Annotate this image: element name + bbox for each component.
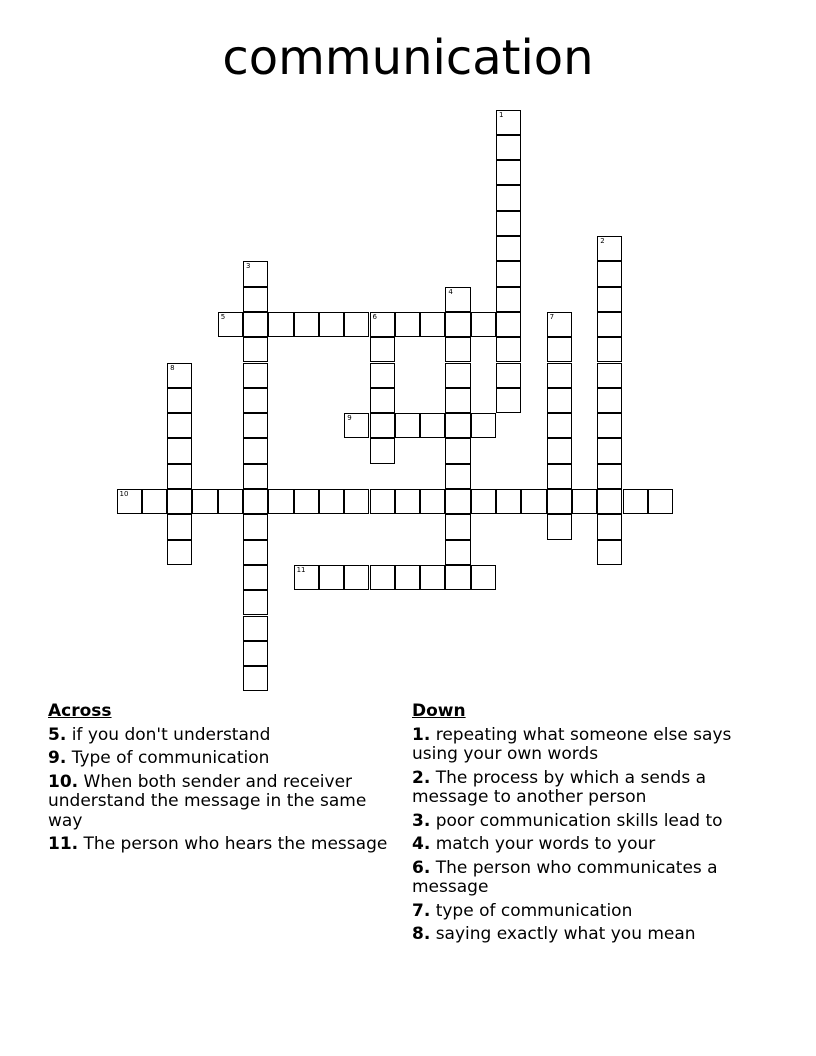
grid-cell[interactable] [445,514,470,539]
clue-number: 10. [48,771,79,792]
grid-cell[interactable] [445,337,470,362]
cell-number: 11 [296,565,306,574]
clue-number: 9. [48,748,67,768]
cell-number: 1 [499,110,504,119]
grid-cell[interactable] [167,363,192,388]
grid-cell[interactable] [142,489,167,514]
grid-cell[interactable] [496,110,521,135]
grid-cell[interactable] [268,489,293,514]
grid-cell[interactable] [496,185,521,210]
grid-cell[interactable] [496,287,521,312]
grid-cell[interactable] [294,312,319,337]
grid-cell[interactable] [395,413,420,438]
grid-cell[interactable] [597,413,622,438]
cell-number: 8 [170,363,175,372]
grid-cell[interactable] [395,312,420,337]
grid-cell[interactable] [167,540,192,565]
grid-cell[interactable] [572,489,597,514]
grid-cell[interactable] [218,489,243,514]
clue-text: The person who hears the message [83,834,388,854]
grid-cell[interactable] [243,489,268,514]
grid-cell[interactable] [294,565,319,590]
clue-text: repeating what someone else says using your own words [412,724,732,764]
grid-cell[interactable] [268,312,293,337]
across-clue-11 [48,835,398,855]
grid-cell[interactable] [445,287,470,312]
down-clue-4 [412,835,752,855]
cell-number: 10 [119,490,129,498]
down-clue-2 [412,769,752,808]
grid-cell[interactable] [496,236,521,261]
grid-cell[interactable] [547,363,572,388]
down-clue-6 [412,859,752,898]
clue-text: match your words to your [435,834,656,854]
grid-cell[interactable] [167,464,192,489]
clue-number: 5. [48,724,67,745]
clue-text: saying exactly what you mean [435,924,696,944]
clue-number: 7. [412,900,431,921]
grid-cell[interactable] [445,363,470,388]
grid-cell[interactable] [243,666,268,691]
clue-number: 3. [412,810,431,831]
cell-number: 2 [600,237,605,245]
clue-text: poor communication skills lead to [435,810,723,831]
grid-cell[interactable] [496,211,521,236]
grid-cell[interactable] [243,388,268,413]
grid-cell[interactable] [395,565,420,590]
grid-cell[interactable] [319,312,344,337]
grid-cell[interactable] [597,464,622,489]
grid-cell[interactable] [319,565,344,590]
page-title: communication [222,30,594,86]
grid-cell[interactable] [243,641,268,666]
grid-cell[interactable] [243,363,268,388]
cell-number: 4 [448,287,453,296]
grid-cell[interactable] [597,514,622,539]
down-clue-3 [412,812,752,832]
grid-cell[interactable] [243,312,268,337]
clue-text: type of communication [435,900,633,921]
clue-text: if you don't understand [71,724,271,745]
grid-cell[interactable] [496,160,521,185]
grid-cell[interactable] [370,388,395,413]
grid-cell[interactable] [547,337,572,362]
grid-cell[interactable] [445,312,470,337]
clue-text: The person who communicates a message [412,857,718,897]
cell-number: 9 [347,414,352,423]
grid-cell[interactable] [370,413,395,438]
down-clue-7 [412,902,752,922]
grid-cell[interactable] [344,565,369,590]
clue-text: The process by which a sends a message to another person [412,767,707,807]
grid-cell[interactable] [370,363,395,388]
down-clue-1 [412,726,752,765]
grid-cell[interactable] [496,489,521,514]
grid-cell[interactable] [243,464,268,489]
grid-cell[interactable] [370,438,395,463]
clue-number: 1. [412,724,431,745]
grid-cell[interactable] [243,565,268,590]
grid-cell[interactable] [117,489,142,514]
grid-cell[interactable] [597,337,622,362]
grid-cell[interactable] [496,261,521,286]
grid-cell[interactable] [547,312,572,337]
grid-cell[interactable] [420,565,445,590]
grid-cell[interactable] [547,438,572,463]
grid-cell[interactable] [243,616,268,641]
grid-cell[interactable] [445,540,470,565]
across-clue-10 [48,773,398,832]
clue-text: Type of communication [71,748,270,768]
across-clues [48,702,398,859]
grid-cell[interactable] [344,312,369,337]
grid-cell[interactable] [370,337,395,362]
cell-number: 7 [549,312,555,321]
grid-cell[interactable] [496,135,521,160]
grid-cell[interactable] [597,236,622,261]
grid-cell[interactable] [597,388,622,413]
grid-cell[interactable] [167,514,192,539]
grid-cell[interactable] [521,489,546,514]
grid-cell[interactable] [167,489,192,514]
grid-cell[interactable] [167,388,192,413]
grid-cell[interactable] [445,565,470,590]
grid-cell[interactable] [471,312,496,337]
grid-cell[interactable] [370,565,395,590]
cell-number: 3 [246,262,251,271]
clue-text: When both sender and receiver understand the message in the same way [48,771,367,831]
down-clue-8 [412,925,752,945]
grid-cell[interactable] [547,464,572,489]
grid-cell[interactable] [496,363,521,388]
grid-cell[interactable] [471,565,496,590]
grid-cell[interactable] [547,489,572,514]
grid-cell[interactable] [243,590,268,615]
grid-cell[interactable] [294,489,319,514]
grid-cell[interactable] [319,489,344,514]
grid-cell[interactable] [445,438,470,463]
grid-cell[interactable] [243,438,268,463]
grid-cell[interactable] [445,464,470,489]
grid-cell[interactable] [243,261,268,286]
clue-number: 4. [412,834,431,854]
grid-cell[interactable] [445,388,470,413]
across-clue-9 [48,749,398,769]
grid-cell[interactable] [243,337,268,362]
grid-cell[interactable] [496,388,521,413]
grid-cell[interactable] [445,413,470,438]
cell-number: 5 [220,312,226,321]
grid-cell[interactable] [243,413,268,438]
grid-cell[interactable] [597,363,622,388]
grid-cell[interactable] [218,312,243,337]
clue-number: 6. [412,857,431,878]
across-heading: Across [48,701,112,721]
grid-cell[interactable] [420,489,445,514]
grid-cell[interactable] [597,287,622,312]
grid-cell[interactable] [547,514,572,539]
cell-number: 6 [372,312,377,321]
grid-cell[interactable] [597,438,622,463]
grid-cell[interactable] [243,514,268,539]
grid-cell[interactable] [471,413,496,438]
grid-cell[interactable] [370,489,395,514]
clue-number: 2. [412,767,431,788]
grid-cell[interactable] [648,489,673,514]
grid-cell[interactable] [597,261,622,286]
grid-cell[interactable] [370,312,395,337]
grid-cell[interactable] [243,287,268,312]
grid-cell[interactable] [496,312,521,337]
grid-cell[interactable] [344,489,369,514]
grid-cell[interactable] [496,337,521,362]
grid-cell[interactable] [471,489,496,514]
clue-number: 8. [412,924,431,944]
grid-cell[interactable] [597,312,622,337]
grid-cell[interactable] [597,489,622,514]
grid-cell[interactable] [547,413,572,438]
grid-cell[interactable] [167,438,192,463]
grid-cell[interactable] [623,489,648,514]
grid-cell[interactable] [547,388,572,413]
grid-cell[interactable] [420,413,445,438]
grid-cell[interactable] [192,489,217,514]
grid-cell[interactable] [445,489,470,514]
grid-cell[interactable] [167,413,192,438]
grid-cell[interactable] [597,540,622,565]
grid-cell[interactable] [344,413,369,438]
grid-cell[interactable] [395,489,420,514]
down-clues [412,702,752,949]
grid-cell[interactable] [420,312,445,337]
down-heading: Down [412,701,466,721]
across-clue-5 [48,726,398,746]
clue-number: 11. [48,834,79,854]
grid-cell[interactable] [243,540,268,565]
